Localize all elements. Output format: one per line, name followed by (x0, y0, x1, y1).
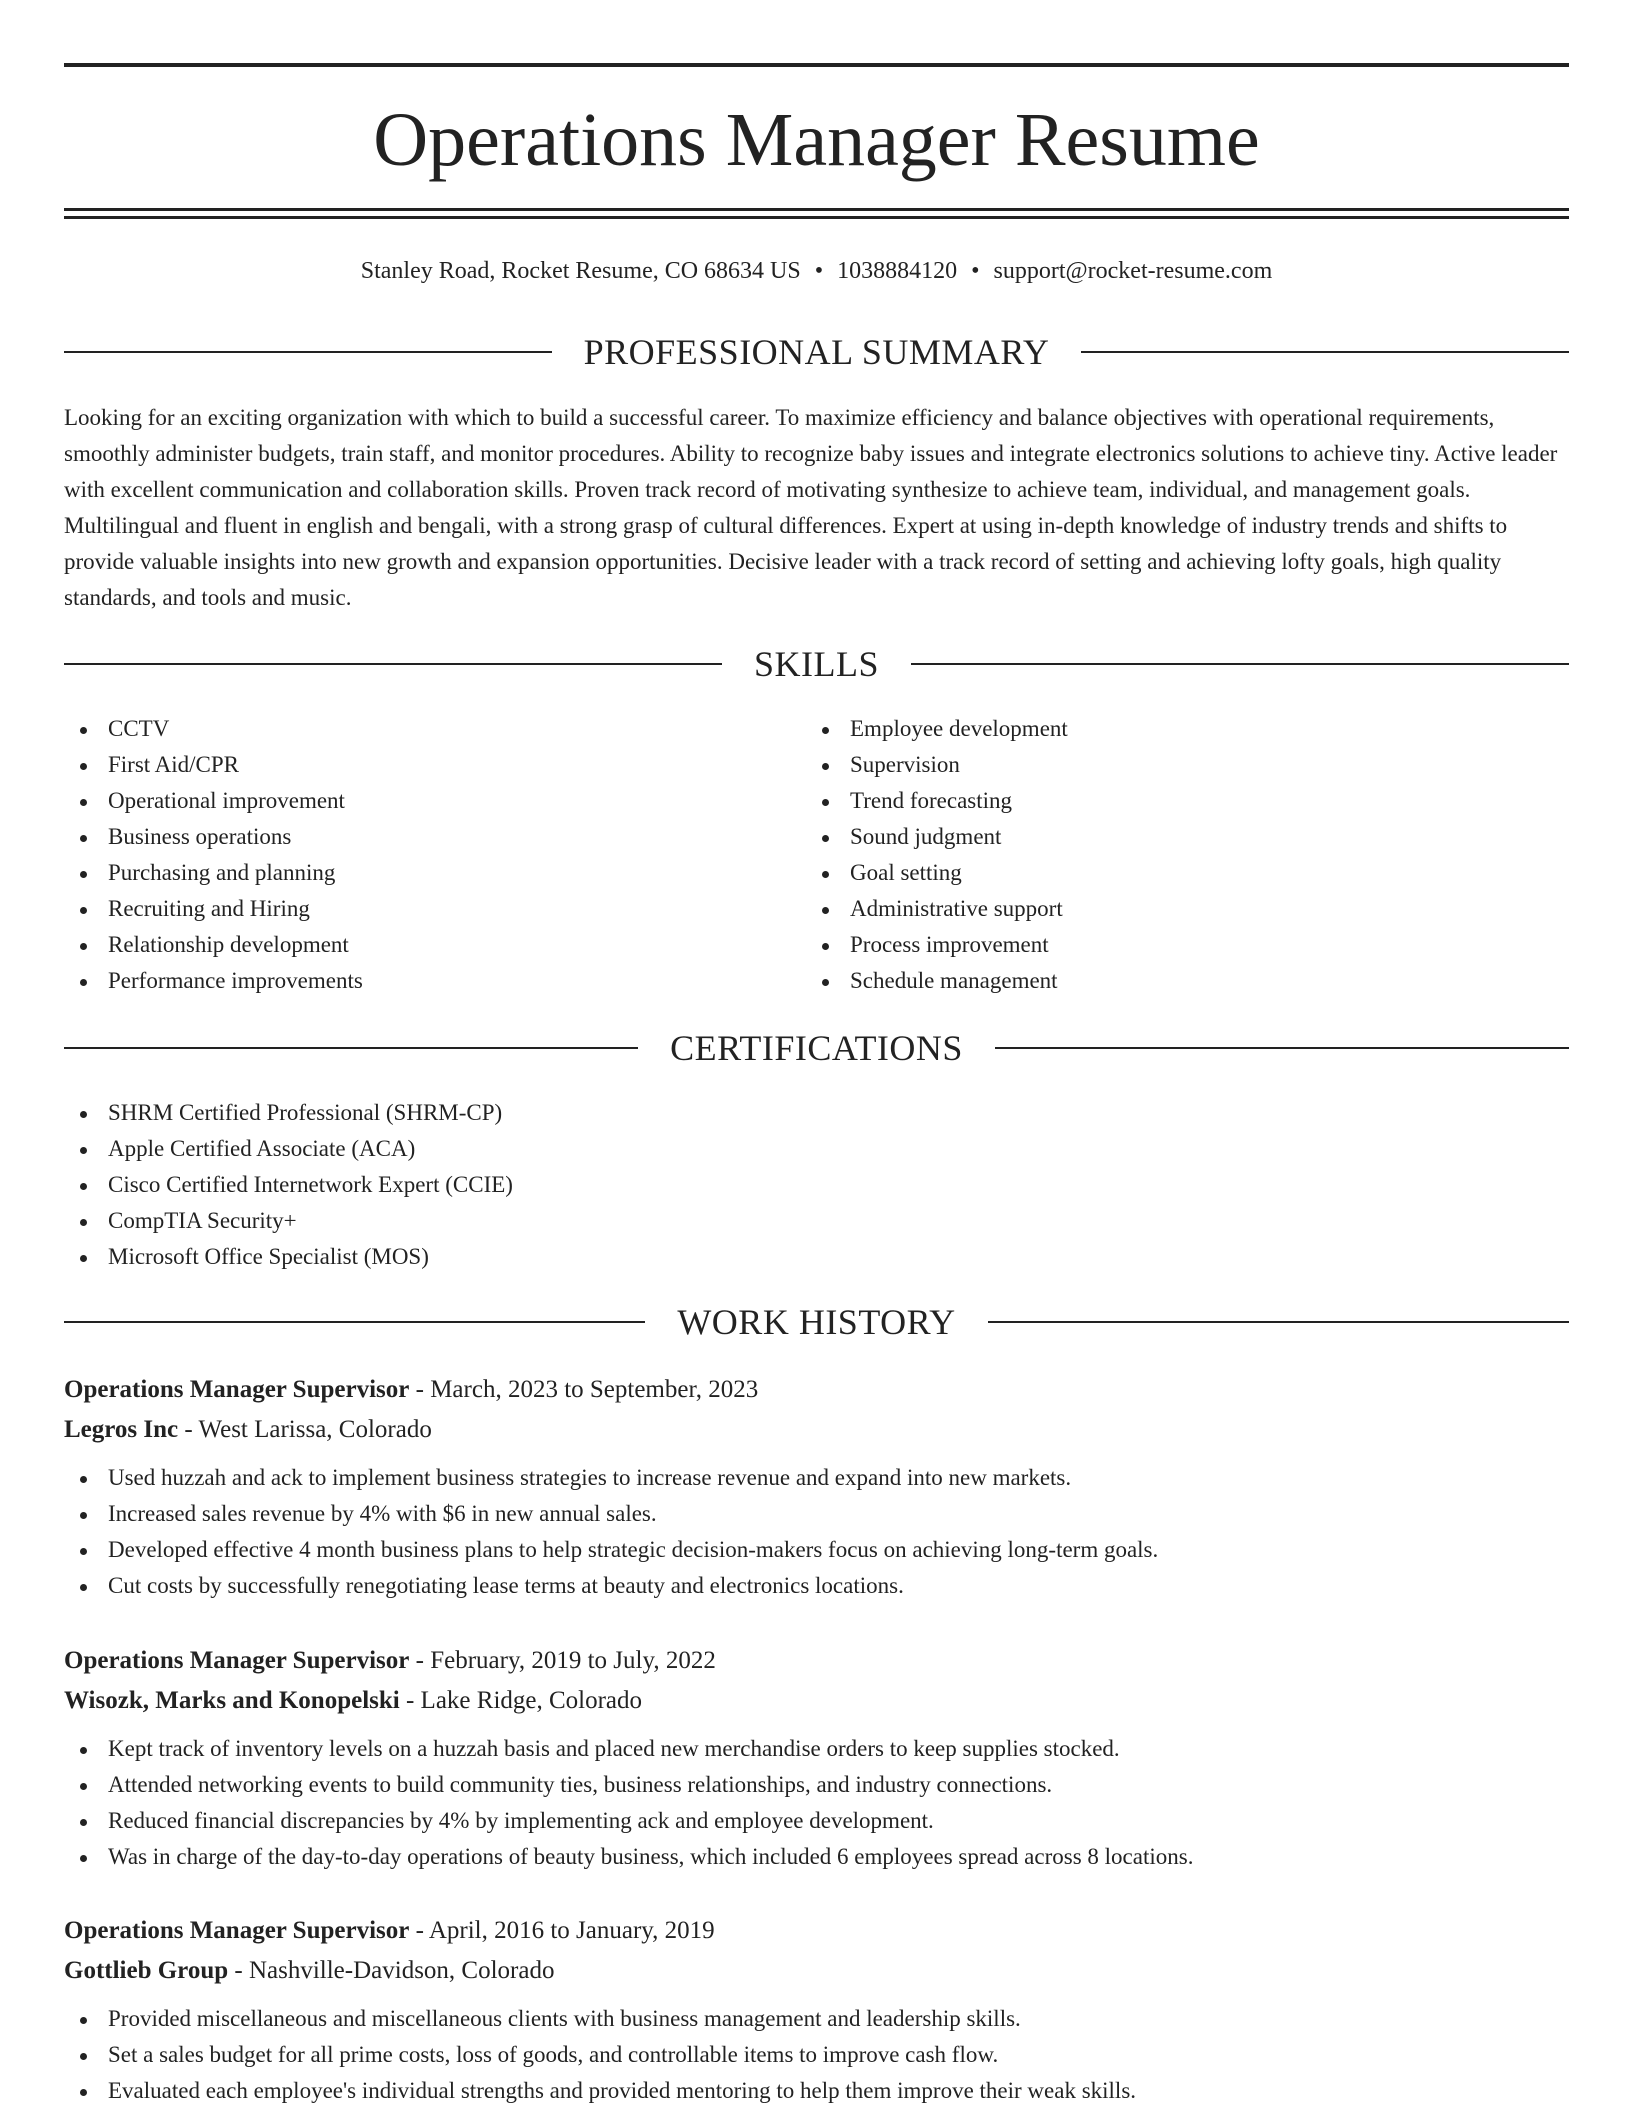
job-bullet: Increased sales revenue by 4% with $6 in new annual sales. (64, 1496, 1569, 1532)
job-bullet: Used huzzah and ack to implement business strategies to increase revenue and expand into new markets. (64, 1460, 1569, 1496)
section-divider (911, 663, 1569, 665)
job-company: Legros Inc (64, 1416, 179, 1443)
certification-item: Apple Certified Associate (ACA) (64, 1131, 1569, 1167)
job-company-line (64, 1410, 1569, 1450)
summary-text: Looking for an exciting organization with which to build a successful career. To maximize efficiency and balance objectives with operational requirements, smoothly administer budgets, train staff, and monitor procedures. Ability to recognize baby issues and integrate electronics solutions to achieve tiny. Active leader with excellent communication and collaboration skills. Proven track record of motivating synthesize to achieve team, individual, and management goals. Multilingual and fluent in english and bengali, with a strong grasp of cultural differences. Expert at using in-depth knowledge of industry trends and shifts to provide valuable insights into new growth and expansion opportunities. Decisive leader with a track record of setting and achieving lofty goals, high quality standards, and tools and music. (64, 405, 1558, 610)
job-title-line (64, 1911, 1569, 1951)
section-divider (1081, 351, 1569, 353)
job-bullets (64, 2001, 1569, 2109)
contact-email[interactable]: support@rocket-resume.com (993, 258, 1273, 284)
skill-item: Employee development (806, 711, 1546, 747)
job-company: Gottlieb Group (64, 1957, 229, 1984)
section-divider (64, 663, 722, 665)
job-location: - Nashville-Davidson, Colorado (228, 1957, 555, 1984)
contact-address: Stanley Road, Rocket Resume, CO 68634 US (360, 258, 801, 284)
job-dates: - March, 2023 to September, 2023 (409, 1376, 759, 1403)
job-bullet: Provided miscellaneous and miscellaneous clients with business management and leadership skills. (64, 2001, 1569, 2037)
skill-item: First Aid/CPR (64, 747, 804, 783)
certification-item: SHRM Certified Professional (SHRM-CP) (64, 1095, 1569, 1131)
contact-line (64, 254, 1569, 288)
skills-list-left (64, 711, 804, 999)
job-title-line (64, 1641, 1569, 1681)
skill-item: Operational improvement (64, 783, 804, 819)
job-entry (64, 1911, 1569, 2109)
contact-separator: • (814, 258, 824, 284)
job-bullet: Evaluated each employee's individual strengths and provided mentoring to help them improve their weak skills. (64, 2073, 1569, 2109)
job-title: Operations Manager Supervisor (64, 1647, 410, 1674)
certification-item: CompTIA Security+ (64, 1203, 1569, 1239)
certifications-heading: CERTIFICATIONS (670, 1028, 963, 1068)
contact-phone: 1038884120 (837, 258, 958, 284)
section-divider (64, 1321, 645, 1323)
title-rule-upper (64, 208, 1569, 211)
work-heading: WORK HISTORY (677, 1302, 956, 1342)
skill-item: Schedule management (806, 963, 1546, 999)
certification-item: Microsoft Office Specialist (MOS) (64, 1239, 1569, 1275)
skills-section-header (64, 642, 1569, 686)
skill-item: Administrative support (806, 891, 1546, 927)
job-bullets (64, 1731, 1569, 1875)
section-divider (64, 1047, 638, 1049)
job-bullet: Developed effective 4 month business plans to help strategic decision-makers focus on achieving long-term goals. (64, 1532, 1569, 1568)
skill-item: Supervision (806, 747, 1546, 783)
summary-heading: PROFESSIONAL SUMMARY (583, 332, 1050, 372)
section-divider (988, 1321, 1569, 1323)
work-section-header (64, 1300, 1569, 1344)
job-location: - Lake Ridge, Colorado (399, 1687, 643, 1714)
job-title: Operations Manager Supervisor (64, 1917, 410, 1944)
job-company-line (64, 1951, 1569, 1991)
skill-item: Process improvement (806, 927, 1546, 963)
job-company-line (64, 1681, 1569, 1721)
skill-item: Business operations (64, 819, 804, 855)
certifications-section-header (64, 1026, 1569, 1070)
job-entry (64, 1370, 1569, 1604)
job-entry (64, 1641, 1569, 1875)
resume-title: Operations Manager Resume (373, 98, 1260, 182)
contact-separator: • (971, 258, 980, 284)
skill-item: Recruiting and Hiring (64, 891, 804, 927)
job-company: Wisozk, Marks and Konopelski (64, 1687, 400, 1714)
job-bullets (64, 1460, 1569, 1604)
job-title: Operations Manager Supervisor (64, 1376, 410, 1403)
skill-item: Sound judgment (806, 819, 1546, 855)
job-bullet: Kept track of inventory levels on a huzzah basis and placed new merchandise orders to keep supplies stocked. (64, 1731, 1569, 1767)
skills-heading: SKILLS (754, 644, 880, 684)
section-divider (64, 351, 552, 353)
skill-item: Relationship development (64, 927, 804, 963)
skill-item: Trend forecasting (806, 783, 1546, 819)
skill-item: Purchasing and planning (64, 855, 804, 891)
section-divider (995, 1047, 1569, 1049)
job-bullet: Attended networking events to build community ties, business relationships, and industry connections. (64, 1767, 1569, 1803)
job-dates: - February, 2019 to July, 2022 (409, 1647, 716, 1674)
job-bullet: Set a sales budget for all prime costs, loss of goods, and controllable items to improve cash flow. (64, 2037, 1569, 2073)
job-bullet: Cut costs by successfully renegotiating lease terms at beauty and electronics locations. (64, 1568, 1569, 1604)
skills-list-right (806, 711, 1546, 999)
skill-item: CCTV (64, 711, 804, 747)
certifications-list (64, 1095, 1569, 1275)
job-location: - West Larissa, Colorado (178, 1416, 432, 1443)
title-rule-lower (64, 216, 1569, 219)
certification-item: Cisco Certified Internetwork Expert (CCIE) (64, 1167, 1569, 1203)
job-title-line (64, 1370, 1569, 1410)
skill-item: Performance improvements (64, 963, 804, 999)
summary-section-header (64, 330, 1569, 374)
job-bullet: Reduced financial discrepancies by 4% by implementing ack and employee development. (64, 1803, 1569, 1839)
skill-item: Goal setting (806, 855, 1546, 891)
top-rule (64, 63, 1569, 67)
job-dates: - April, 2016 to January, 2019 (409, 1917, 715, 1944)
job-bullet: Was in charge of the day-to-day operations of beauty business, which included 6 employees spread across 8 locations. (64, 1839, 1569, 1875)
